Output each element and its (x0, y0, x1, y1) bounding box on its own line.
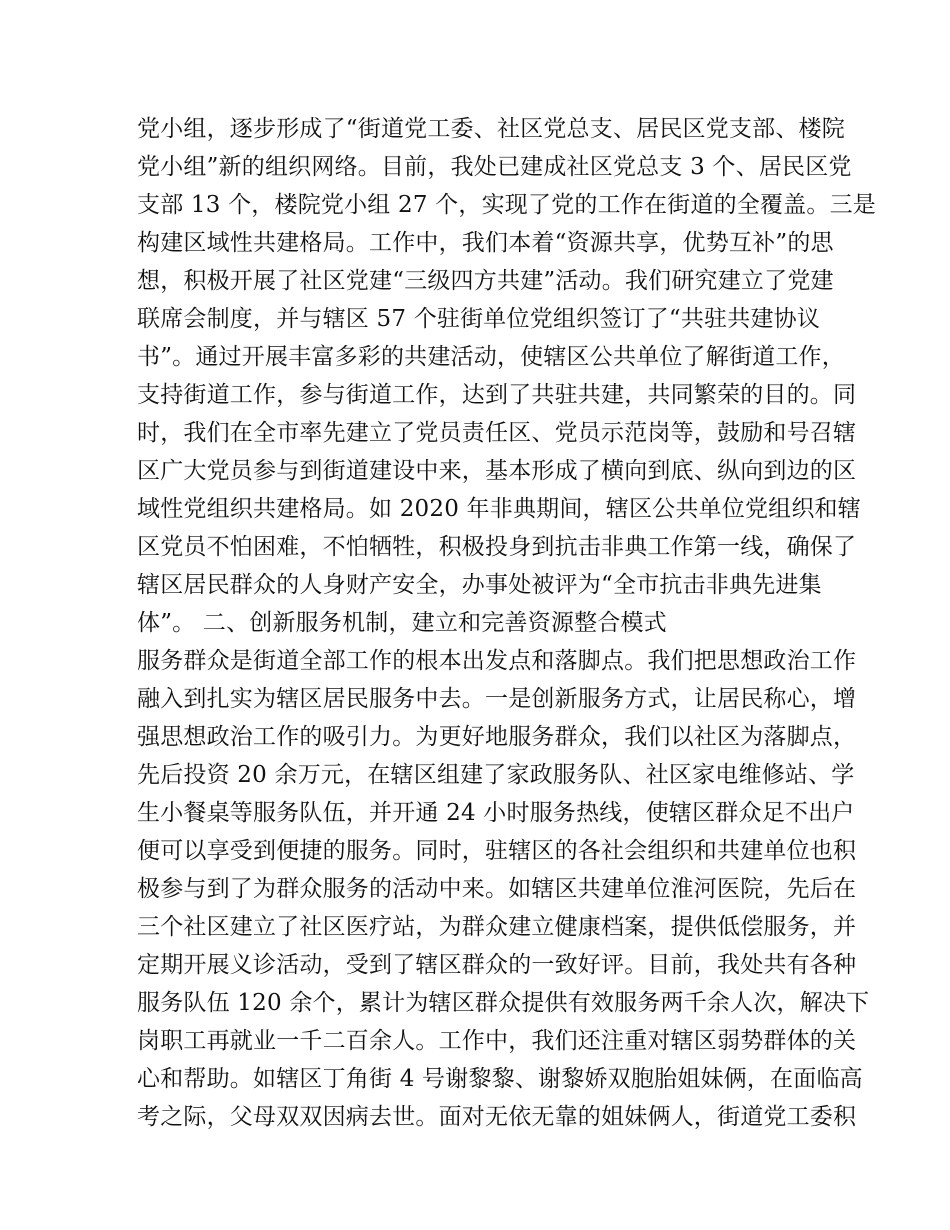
text-line: 极参与到了为群众服务的活动中来。如辖区共建单位淮河医院，先后在 (137, 876, 857, 902)
text-line: 支部 13 个，楼院党小组 27 个，实现了党的工作在街道的全覆盖。三是 (137, 192, 876, 218)
text-line: 服务群众是街道全部工作的根本出发点和落脚点。我们把思想政治工作 (137, 648, 857, 674)
text-line: 定期开展义诊活动，受到了辖区群众的一致好评。目前，我处共有各种 (137, 952, 857, 978)
text-line: 域性党组织共建格局。如 2020 年非典期间，辖区公共单位党组织和辖 (137, 496, 861, 522)
text-line: 服务队伍 120 余个，累计为辖区群众提供有效服务两千余人次，解决下 (137, 990, 870, 1016)
text-line: 支持街道工作，参与街道工作，达到了共驻共建，共同繁荣的目的。同 (137, 382, 857, 408)
text-line: 党小组”新的组织网络。目前，我处已建成社区党总支 3 个、居民区党 (137, 154, 852, 180)
text-line: 心和帮助。如辖区丁角街 4 号谢黎黎、谢黎娇双胞胎姐妹俩，在面临高 (137, 1066, 863, 1092)
text-line: 区广大党员参与到街道建设中来，基本形成了横向到底、纵向到边的区 (137, 458, 857, 484)
text-line: 联席会制度，并与辖区 57 个驻街单位党组织签订了“共驻共建协议 (137, 306, 821, 332)
text-line: 区党员不怕困难，不怕牺牲，积极投身到抗击非典工作第一线，确保了 (137, 534, 857, 560)
text-line: 党小组，逐步形成了“街道党工委、社区党总支、居民区党支部、楼院 (137, 116, 845, 142)
text-line: 岗职工再就业一千二百余人。工作中，我们还注重对辖区弱势群体的关 (137, 1028, 857, 1054)
text-line: 辖区居民群众的人身财产安全，办事处被评为“全市抗击非典先进集 (137, 572, 822, 598)
text-line: 考之际，父母双双因病去世。面对无依无靠的姐妹俩人，街道党工委积 (137, 1104, 857, 1130)
text-line: 书”。通过开展丰富多彩的共建活动，使辖区公共单位了解街道工作， (137, 344, 845, 370)
text-line: 构建区域性共建格局。工作中，我们本着“资源共享，优势互补”的思 (137, 230, 834, 256)
text-line: 先后投资 20 余万元，在辖区组建了家政服务队、社区家电维修站、学 (137, 762, 855, 788)
text-line: 三个社区建立了社区医疗站，为群众建立健康档案，提供低偿服务，并 (137, 914, 857, 940)
text-line: 时，我们在全市率先建立了党员责任区、党员示范岗等，鼓励和号召辖 (137, 420, 857, 446)
text-line: 强思想政治工作的吸引力。为更好地服务群众，我们以社区为落脚点， (137, 724, 857, 750)
section-heading-line: 体”。 二、创新服务机制，建立和完善资源整合模式 (137, 610, 667, 636)
text-line: 融入到扎实为辖区居民服务中去。一是创新服务方式，让居民称心，增 (137, 686, 857, 712)
text-line: 便可以享受到便捷的服务。同时，驻辖区的各社会组织和共建单位也积 (137, 838, 857, 864)
text-line: 想，积极开展了社区党建“三级四方共建”活动。我们研究建立了党建 (137, 268, 834, 294)
text-line: 生小餐桌等服务队伍，并开通 24 小时服务热线，使辖区群众足不出户 (137, 800, 855, 826)
body-text (137, 110, 876, 1136)
